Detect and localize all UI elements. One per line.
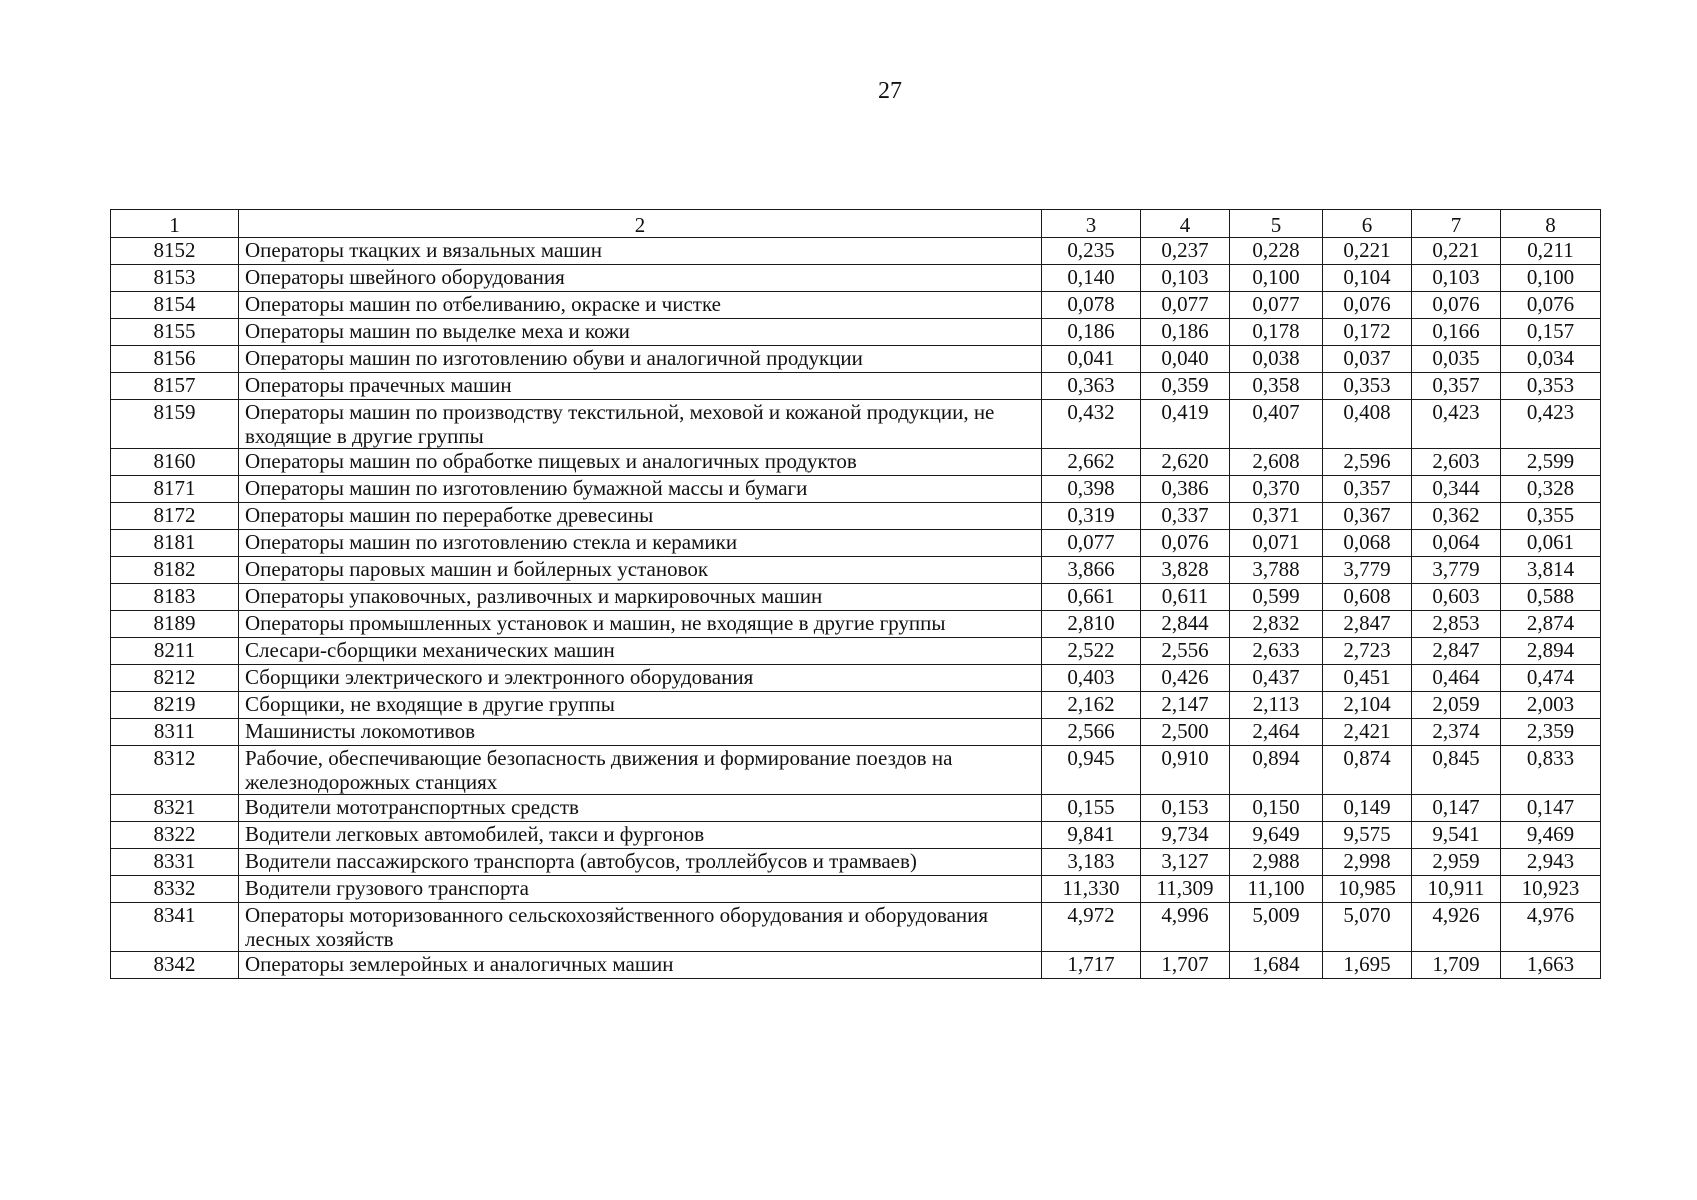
table-row xyxy=(111,346,1601,373)
occupation-name-cell: Операторы машин по производству текстильной, меховой и кожаной продукции, не входящие в другие группы xyxy=(239,400,1042,449)
value-cell: 2,608 xyxy=(1230,449,1323,476)
value-cell: 2,988 xyxy=(1230,849,1323,876)
value-cell: 3,828 xyxy=(1141,557,1230,584)
occupation-name-cell: Операторы машин по обработке пищевых и аналогичных продуктов xyxy=(239,449,1042,476)
table-row xyxy=(111,292,1601,319)
value-cell: 0,221 xyxy=(1412,238,1501,265)
value-cell: 0,041 xyxy=(1042,346,1141,373)
code-cell: 8182 xyxy=(111,557,239,584)
value-cell: 2,566 xyxy=(1042,719,1141,746)
value-cell: 0,040 xyxy=(1141,346,1230,373)
value-cell: 2,959 xyxy=(1412,849,1501,876)
value-cell: 0,608 xyxy=(1323,584,1412,611)
value-cell: 0,408 xyxy=(1323,400,1412,449)
value-cell: 2,943 xyxy=(1501,849,1601,876)
value-cell: 0,357 xyxy=(1412,373,1501,400)
code-cell: 8155 xyxy=(111,319,239,346)
code-cell: 8311 xyxy=(111,719,239,746)
occupation-name-cell: Операторы машин по переработке древесины xyxy=(239,503,1042,530)
value-cell: 2,522 xyxy=(1042,638,1141,665)
value-cell: 0,370 xyxy=(1230,476,1323,503)
value-cell: 2,810 xyxy=(1042,611,1141,638)
table-row xyxy=(111,476,1601,503)
code-cell: 8183 xyxy=(111,584,239,611)
value-cell: 4,972 xyxy=(1042,903,1141,952)
value-cell: 2,633 xyxy=(1230,638,1323,665)
occupations-table xyxy=(110,209,1601,979)
column-header: 1 xyxy=(111,210,239,238)
table-row xyxy=(111,238,1601,265)
value-cell: 2,832 xyxy=(1230,611,1323,638)
value-cell: 0,437 xyxy=(1230,665,1323,692)
value-cell: 0,172 xyxy=(1323,319,1412,346)
code-cell: 8152 xyxy=(111,238,239,265)
value-cell: 0,355 xyxy=(1501,503,1601,530)
code-cell: 8211 xyxy=(111,638,239,665)
code-cell: 8321 xyxy=(111,795,239,822)
value-cell: 0,235 xyxy=(1042,238,1141,265)
code-cell: 8312 xyxy=(111,746,239,795)
value-cell: 11,100 xyxy=(1230,876,1323,903)
table-row xyxy=(111,952,1601,979)
value-cell: 0,451 xyxy=(1323,665,1412,692)
column-header: 6 xyxy=(1323,210,1412,238)
value-cell: 5,070 xyxy=(1323,903,1412,952)
occupation-name-cell: Операторы промышленных установок и машин, не входящие в другие группы xyxy=(239,611,1042,638)
value-cell: 0,432 xyxy=(1042,400,1141,449)
occupation-name-cell: Операторы паровых машин и бойлерных установок xyxy=(239,557,1042,584)
table-row xyxy=(111,530,1601,557)
value-cell: 0,071 xyxy=(1230,530,1323,557)
value-cell: 2,147 xyxy=(1141,692,1230,719)
value-cell: 0,474 xyxy=(1501,665,1601,692)
value-cell: 0,319 xyxy=(1042,503,1141,530)
value-cell: 0,035 xyxy=(1412,346,1501,373)
value-cell: 3,779 xyxy=(1412,557,1501,584)
value-cell: 0,894 xyxy=(1230,746,1323,795)
value-cell: 0,147 xyxy=(1501,795,1601,822)
occupation-name-cell: Машинисты локомотивов xyxy=(239,719,1042,746)
value-cell: 0,423 xyxy=(1501,400,1601,449)
code-cell: 8332 xyxy=(111,876,239,903)
value-cell: 0,833 xyxy=(1501,746,1601,795)
table-row xyxy=(111,319,1601,346)
value-cell: 0,328 xyxy=(1501,476,1601,503)
value-cell: 0,228 xyxy=(1230,238,1323,265)
code-cell: 8159 xyxy=(111,400,239,449)
table-row xyxy=(111,795,1601,822)
value-cell: 4,996 xyxy=(1141,903,1230,952)
value-cell: 0,423 xyxy=(1412,400,1501,449)
value-cell: 1,695 xyxy=(1323,952,1412,979)
occupation-name-cell: Операторы прачечных машин xyxy=(239,373,1042,400)
value-cell: 0,076 xyxy=(1412,292,1501,319)
code-cell: 8154 xyxy=(111,292,239,319)
value-cell: 2,874 xyxy=(1501,611,1601,638)
value-cell: 1,663 xyxy=(1501,952,1601,979)
value-cell: 0,426 xyxy=(1141,665,1230,692)
value-cell: 0,077 xyxy=(1042,530,1141,557)
value-cell: 0,100 xyxy=(1230,265,1323,292)
table-row xyxy=(111,876,1601,903)
value-cell: 2,599 xyxy=(1501,449,1601,476)
value-cell: 0,077 xyxy=(1230,292,1323,319)
occupation-name-cell: Водители грузового транспорта xyxy=(239,876,1042,903)
code-cell: 8189 xyxy=(111,611,239,638)
occupation-name-cell: Операторы землеройных и аналогичных машин xyxy=(239,952,1042,979)
value-cell: 2,662 xyxy=(1042,449,1141,476)
value-cell: 2,853 xyxy=(1412,611,1501,638)
page-number: 27 xyxy=(878,78,902,104)
value-cell: 2,003 xyxy=(1501,692,1601,719)
value-cell: 10,911 xyxy=(1412,876,1501,903)
value-cell: 0,103 xyxy=(1412,265,1501,292)
value-cell: 0,221 xyxy=(1323,238,1412,265)
table-row xyxy=(111,903,1601,952)
value-cell: 0,186 xyxy=(1042,319,1141,346)
value-cell: 0,419 xyxy=(1141,400,1230,449)
occupation-name-cell: Слесари-сборщики механических машин xyxy=(239,638,1042,665)
value-cell: 0,599 xyxy=(1230,584,1323,611)
value-cell: 2,104 xyxy=(1323,692,1412,719)
value-cell: 2,500 xyxy=(1141,719,1230,746)
value-cell: 0,186 xyxy=(1141,319,1230,346)
code-cell: 8341 xyxy=(111,903,239,952)
value-cell: 3,779 xyxy=(1323,557,1412,584)
value-cell: 0,353 xyxy=(1323,373,1412,400)
code-cell: 8181 xyxy=(111,530,239,557)
value-cell: 0,398 xyxy=(1042,476,1141,503)
occupation-name-cell: Сборщики электрического и электронного оборудования xyxy=(239,665,1042,692)
column-header: 2 xyxy=(239,210,1042,238)
table-row xyxy=(111,719,1601,746)
value-cell: 2,374 xyxy=(1412,719,1501,746)
value-cell: 0,149 xyxy=(1323,795,1412,822)
value-cell: 2,421 xyxy=(1323,719,1412,746)
value-cell: 1,709 xyxy=(1412,952,1501,979)
occupation-name-cell: Сборщики, не входящие в другие группы xyxy=(239,692,1042,719)
value-cell: 0,104 xyxy=(1323,265,1412,292)
table-header-row xyxy=(111,210,1601,238)
table-row xyxy=(111,611,1601,638)
column-header: 7 xyxy=(1412,210,1501,238)
table-row xyxy=(111,638,1601,665)
value-cell: 0,357 xyxy=(1323,476,1412,503)
value-cell: 0,874 xyxy=(1323,746,1412,795)
table-row xyxy=(111,557,1601,584)
value-cell: 0,078 xyxy=(1042,292,1141,319)
value-cell: 10,923 xyxy=(1501,876,1601,903)
value-cell: 9,841 xyxy=(1042,822,1141,849)
value-cell: 0,155 xyxy=(1042,795,1141,822)
value-cell: 0,037 xyxy=(1323,346,1412,373)
code-cell: 8156 xyxy=(111,346,239,373)
occupation-name-cell: Операторы машин по выделке меха и кожи xyxy=(239,319,1042,346)
value-cell: 3,814 xyxy=(1501,557,1601,584)
table-row xyxy=(111,449,1601,476)
occupation-name-cell: Водители легковых автомобилей, такси и фургонов xyxy=(239,822,1042,849)
value-cell: 2,620 xyxy=(1141,449,1230,476)
value-cell: 2,847 xyxy=(1323,611,1412,638)
value-cell: 0,910 xyxy=(1141,746,1230,795)
value-cell: 2,359 xyxy=(1501,719,1601,746)
value-cell: 0,367 xyxy=(1323,503,1412,530)
value-cell: 0,661 xyxy=(1042,584,1141,611)
value-cell: 2,847 xyxy=(1412,638,1501,665)
value-cell: 0,178 xyxy=(1230,319,1323,346)
code-cell: 8342 xyxy=(111,952,239,979)
value-cell: 0,064 xyxy=(1412,530,1501,557)
code-cell: 8322 xyxy=(111,822,239,849)
value-cell: 4,976 xyxy=(1501,903,1601,952)
value-cell: 0,603 xyxy=(1412,584,1501,611)
value-cell: 2,113 xyxy=(1230,692,1323,719)
table-row xyxy=(111,265,1601,292)
occupation-name-cell: Водители мототранспортных средств xyxy=(239,795,1042,822)
value-cell: 3,183 xyxy=(1042,849,1141,876)
code-cell: 8153 xyxy=(111,265,239,292)
value-cell: 0,068 xyxy=(1323,530,1412,557)
value-cell: 2,844 xyxy=(1141,611,1230,638)
value-cell: 2,556 xyxy=(1141,638,1230,665)
value-cell: 0,061 xyxy=(1501,530,1601,557)
table-row xyxy=(111,746,1601,795)
value-cell: 0,034 xyxy=(1501,346,1601,373)
occupation-name-cell: Операторы моторизованного сельскохозяйственного оборудования и оборудования лесных хозяйств xyxy=(239,903,1042,952)
code-cell: 8171 xyxy=(111,476,239,503)
value-cell: 0,359 xyxy=(1141,373,1230,400)
value-cell: 0,153 xyxy=(1141,795,1230,822)
code-cell: 8172 xyxy=(111,503,239,530)
occupation-name-cell: Операторы швейного оборудования xyxy=(239,265,1042,292)
value-cell: 2,162 xyxy=(1042,692,1141,719)
occupation-name-cell: Водители пассажирского транспорта (автобусов, троллейбусов и трамваев) xyxy=(239,849,1042,876)
column-header: 3 xyxy=(1042,210,1141,238)
value-cell: 0,407 xyxy=(1230,400,1323,449)
value-cell: 0,358 xyxy=(1230,373,1323,400)
value-cell: 3,788 xyxy=(1230,557,1323,584)
table-row xyxy=(111,665,1601,692)
value-cell: 9,575 xyxy=(1323,822,1412,849)
occupation-name-cell: Операторы машин по отбеливанию, окраске и чистке xyxy=(239,292,1042,319)
table-row xyxy=(111,584,1601,611)
value-cell: 0,237 xyxy=(1141,238,1230,265)
value-cell: 0,362 xyxy=(1412,503,1501,530)
occupation-name-cell: Операторы ткацких и вязальных машин xyxy=(239,238,1042,265)
value-cell: 3,127 xyxy=(1141,849,1230,876)
value-cell: 0,166 xyxy=(1412,319,1501,346)
table-row xyxy=(111,503,1601,530)
value-cell: 0,140 xyxy=(1042,265,1141,292)
value-cell: 0,077 xyxy=(1141,292,1230,319)
value-cell: 11,330 xyxy=(1042,876,1141,903)
value-cell: 1,717 xyxy=(1042,952,1141,979)
value-cell: 0,588 xyxy=(1501,584,1601,611)
value-cell: 9,541 xyxy=(1412,822,1501,849)
value-cell: 0,038 xyxy=(1230,346,1323,373)
value-cell: 0,076 xyxy=(1501,292,1601,319)
column-header: 4 xyxy=(1141,210,1230,238)
value-cell: 0,386 xyxy=(1141,476,1230,503)
value-cell: 0,464 xyxy=(1412,665,1501,692)
value-cell: 0,945 xyxy=(1042,746,1141,795)
value-cell: 0,157 xyxy=(1501,319,1601,346)
value-cell: 1,707 xyxy=(1141,952,1230,979)
code-cell: 8157 xyxy=(111,373,239,400)
value-cell: 0,103 xyxy=(1141,265,1230,292)
value-cell: 0,363 xyxy=(1042,373,1141,400)
value-cell: 2,464 xyxy=(1230,719,1323,746)
column-header: 8 xyxy=(1501,210,1601,238)
value-cell: 2,596 xyxy=(1323,449,1412,476)
value-cell: 2,998 xyxy=(1323,849,1412,876)
value-cell: 0,076 xyxy=(1141,530,1230,557)
table-row xyxy=(111,849,1601,876)
value-cell: 3,866 xyxy=(1042,557,1141,584)
value-cell: 0,344 xyxy=(1412,476,1501,503)
table-row xyxy=(111,373,1601,400)
value-cell: 0,150 xyxy=(1230,795,1323,822)
value-cell: 0,845 xyxy=(1412,746,1501,795)
value-cell: 5,009 xyxy=(1230,903,1323,952)
table-row xyxy=(111,400,1601,449)
value-cell: 9,649 xyxy=(1230,822,1323,849)
value-cell: 9,734 xyxy=(1141,822,1230,849)
value-cell: 0,100 xyxy=(1501,265,1601,292)
value-cell: 11,309 xyxy=(1141,876,1230,903)
occupation-name-cell: Операторы машин по изготовлению обуви и аналогичной продукции xyxy=(239,346,1042,373)
value-cell: 0,337 xyxy=(1141,503,1230,530)
value-cell: 0,211 xyxy=(1501,238,1601,265)
value-cell: 2,059 xyxy=(1412,692,1501,719)
value-cell: 0,611 xyxy=(1141,584,1230,611)
occupation-name-cell: Операторы упаковочных, разливочных и маркировочных машин xyxy=(239,584,1042,611)
occupation-name-cell: Операторы машин по изготовлению стекла и керамики xyxy=(239,530,1042,557)
column-header: 5 xyxy=(1230,210,1323,238)
value-cell: 0,353 xyxy=(1501,373,1601,400)
value-cell: 1,684 xyxy=(1230,952,1323,979)
code-cell: 8331 xyxy=(111,849,239,876)
value-cell: 0,147 xyxy=(1412,795,1501,822)
table-row xyxy=(111,822,1601,849)
value-cell: 4,926 xyxy=(1412,903,1501,952)
value-cell: 0,076 xyxy=(1323,292,1412,319)
value-cell: 2,723 xyxy=(1323,638,1412,665)
occupation-name-cell: Рабочие, обеспечивающие безопасность движения и формирование поездов на железнодорожных станциях xyxy=(239,746,1042,795)
value-cell: 2,894 xyxy=(1501,638,1601,665)
value-cell: 10,985 xyxy=(1323,876,1412,903)
value-cell: 2,603 xyxy=(1412,449,1501,476)
occupation-name-cell: Операторы машин по изготовлению бумажной массы и бумаги xyxy=(239,476,1042,503)
code-cell: 8160 xyxy=(111,449,239,476)
value-cell: 0,403 xyxy=(1042,665,1141,692)
value-cell: 0,371 xyxy=(1230,503,1323,530)
code-cell: 8219 xyxy=(111,692,239,719)
code-cell: 8212 xyxy=(111,665,239,692)
value-cell: 9,469 xyxy=(1501,822,1601,849)
table-row xyxy=(111,692,1601,719)
